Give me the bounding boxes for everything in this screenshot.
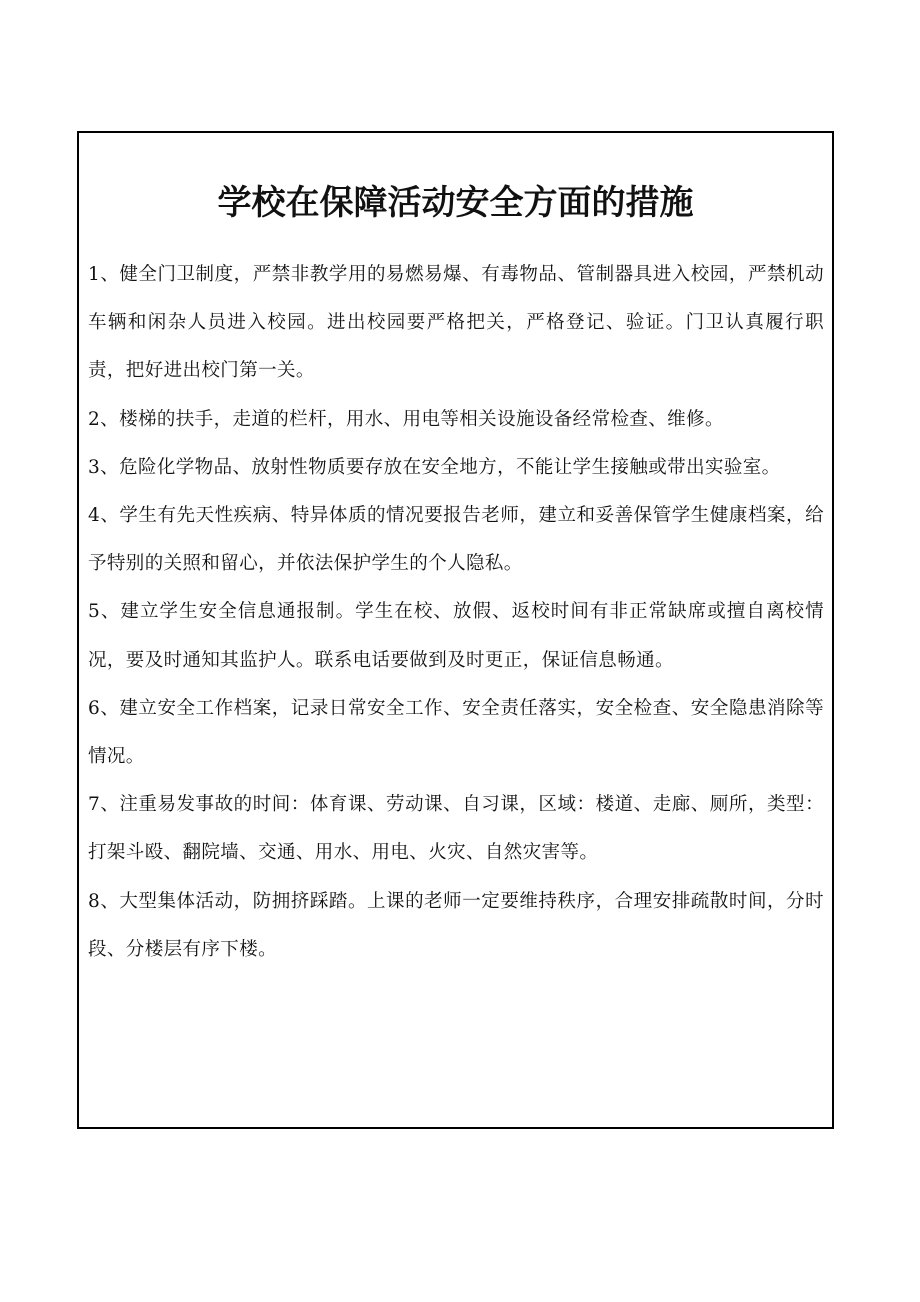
- measure-item-8: 8、大型集体活动，防拥挤踩踏。上课的老师一定要维持秩序，合理安排疏散时间，分时段、分楼层有序下楼。: [88, 890, 824, 960]
- measure-item-1: 1、健全门卫制度，严禁非教学用的易燃易爆、有毒物品、管制器具进入校园，严禁机动车辆和闲杂人员进入校园。进出校园要严格把关，严格登记、验证。门卫认真履行职责，把好进出校门第一关。: [88, 264, 824, 382]
- measure-item-5: 5、建立学生安全信息通报制。学生在校、放假、返校时间有非正常缺席或擅自离校情况，要及时通知其监护人。联系电话要做到及时更正，保证信息畅通。: [88, 601, 824, 671]
- document-frame: [77, 131, 834, 1129]
- measure-item-7: 7、注重易发事故的时间：体育课、劳动课、自习课，区域：楼道、走廊、厕所，类型：打架斗殴、翻院墙、交通、用水、用电、火灾、自然灾害等。: [88, 794, 824, 864]
- measure-item-4: 4、学生有先天性疾病、特异体质的情况要报告老师，建立和妥善保管学生健康档案，给予特别的关照和留心，并依法保护学生的个人隐私。: [88, 505, 824, 575]
- document-title: 学校在保障活动安全方面的措施: [217, 183, 694, 223]
- measure-item-2: 2、楼梯的扶手，走道的栏杆，用水、用电等相关设施设备经常检查、维修。: [88, 408, 724, 430]
- measure-item-3: 3、危险化学物品、放射性物质要存放在安全地方，不能让学生接触或带出实验室。: [88, 456, 781, 478]
- measure-item-6: 6、建立安全工作档案，记录日常安全工作、安全责任落实，安全检查、安全隐患消除等情况。: [88, 697, 824, 768]
- measures-list: [88, 251, 824, 974]
